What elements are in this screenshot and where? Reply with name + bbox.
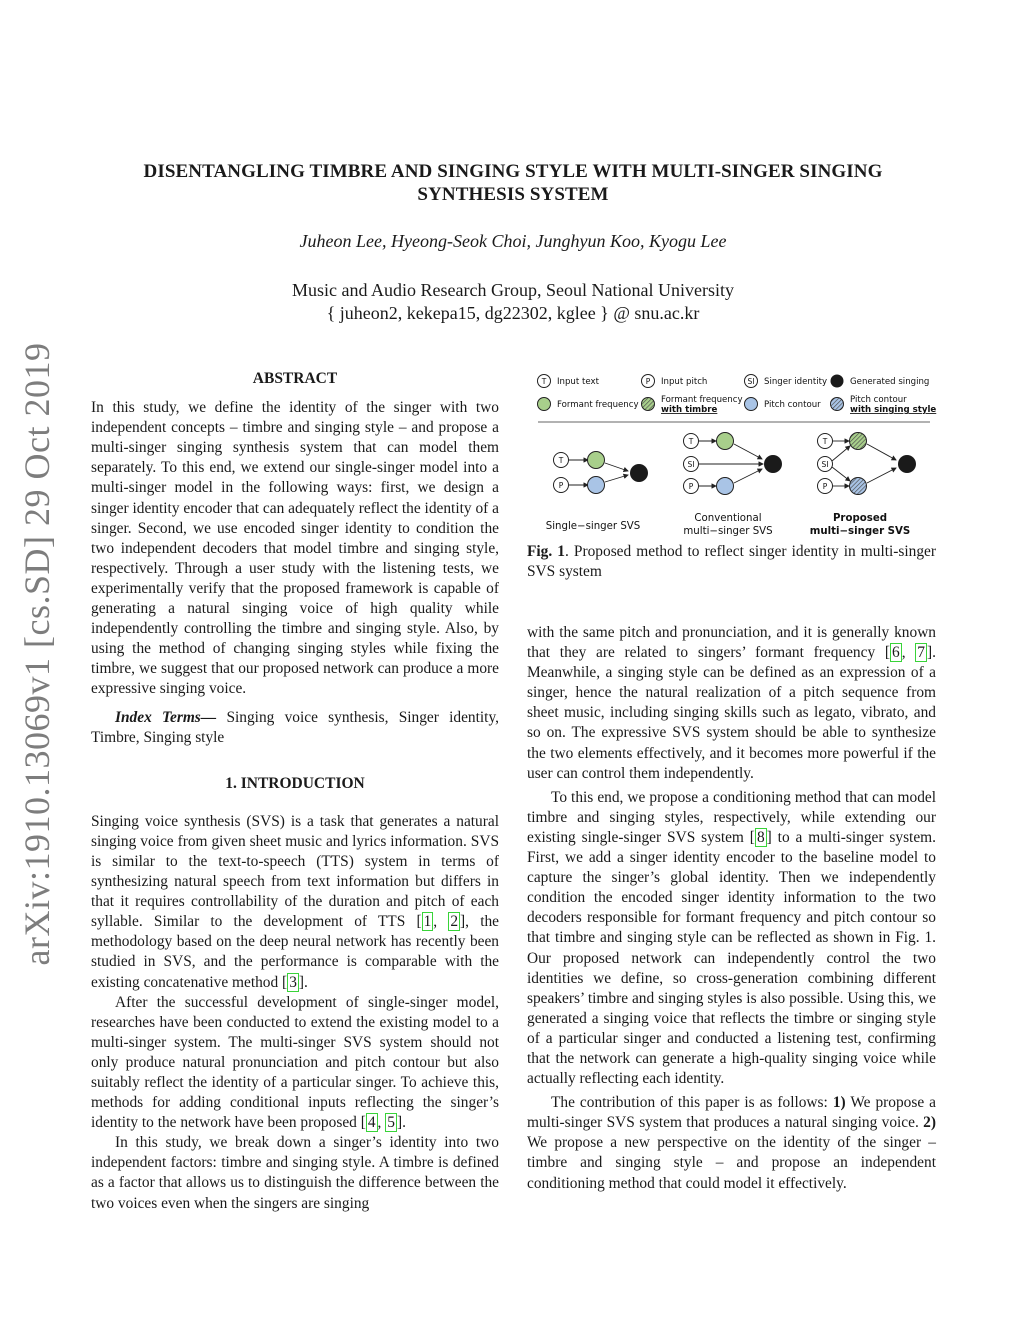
legend-label-underlined: with singing style xyxy=(850,405,937,415)
citation-link[interactable]: 7 xyxy=(917,644,925,662)
intro-p2-end: . xyxy=(402,1114,406,1132)
diagram-label: Single−singer SVS xyxy=(545,521,641,532)
title-line-1: DISENTANGLING TIMBRE AND SINGING STYLE WITH MULTI-SINGER SINGING xyxy=(143,161,883,182)
formant-node xyxy=(588,452,605,469)
legend-label: Formant frequency xyxy=(661,395,743,405)
right-p1-text-a: with the same pitch and pronunciation, and it is generally known that they are related to singers’ formant frequency xyxy=(527,624,936,662)
node-symbol: T xyxy=(822,437,828,446)
formant-node xyxy=(717,433,734,450)
pitch-style-node xyxy=(850,478,867,495)
contribution-number: 1) xyxy=(832,1094,846,1112)
edge xyxy=(734,469,762,483)
generated-singing-node xyxy=(630,464,648,482)
node-symbol: T xyxy=(688,437,694,446)
diagram-label: multi−singer SVS xyxy=(683,526,773,537)
diagram-conventional xyxy=(683,433,782,538)
legend-formant-with-timbre xyxy=(642,395,743,415)
singer-identity-symbol: SI xyxy=(747,376,755,386)
node-symbol: P xyxy=(558,481,564,490)
citation-separator: , xyxy=(377,1114,386,1132)
citation-link[interactable]: 2 xyxy=(450,913,459,931)
node-symbol: T xyxy=(558,456,564,465)
diagram-proposed xyxy=(810,433,916,538)
legend-pitch-with-style xyxy=(831,395,937,415)
right-p1-text-b: . Meanwhile, a singing style can be defined as an expression of a singer, hence the natural realization of a pitch sequence from sheet music, including singing skills such as legato, vibrato, and so on. The expressive SVS system should be able to synthesize the two elements effectively, and it becomes more powerful if the user can control them independently. xyxy=(527,644,936,782)
diagram-label: Proposed xyxy=(832,513,888,524)
diagram-single-singer xyxy=(546,452,648,533)
intro-paragraph-2: After the successful development of single-singer model, researches have been conducted to extend the existing model to a multi-singer system. The multi-singer SVS system should not only produce natural pronunciation and pitch contour but also suitably reflect the identity of a particular singer. To achieve this, methods for adding conditional inputs reflecting the singer’s identity to the network have been proposed [ 4 , 5 ]. xyxy=(91,993,499,1132)
index-terms-text: Singing voice synthesis, Singer identity, Timbre, Singing style xyxy=(91,708,500,746)
pitch-contour-node xyxy=(717,478,734,495)
contribution-number: 2) xyxy=(923,1114,936,1132)
intro-p1-end: . xyxy=(304,973,308,991)
citation-link[interactable]: 6 xyxy=(892,644,900,662)
node-symbol: P xyxy=(688,482,694,491)
node-symbol: SI xyxy=(821,460,829,469)
legend-singer-identity xyxy=(745,375,828,388)
figure-1 xyxy=(530,367,940,542)
legend-label: Formant frequency xyxy=(557,400,639,410)
intro-paragraph-3: In this study, we break down a singer’s identity into two independent factors: timbre and singing style. A timbre is defined as a factor that allows us to distinguish the difference between the two voices even when the singers are singing xyxy=(91,1134,499,1212)
right-p2-text-b: to a multi-singer system. First, we add a singer identity encoder to the baseline model to capture the singer’s global identity. Then we independently condition the encoded singer identity information to the two decoders responsible for formant frequency and pitch contour so that timbre and singing style can be reflected as shown in Fig. 1. Our proposed network can independently control the two identities we define, so cross-generation combining different speakers’ timbre and singing styles is also possible. Using this, we generated a singing voice that reflects the timbre or singing style of a particular singer and conducted a listening test, confirming that the network can generate a high-quality singing voice while actually reflecting each identity. xyxy=(527,828,936,1088)
legend-input-text xyxy=(538,375,600,388)
node-symbol: P xyxy=(822,482,828,491)
right-p3-text-c: We propose a new perspective on the identity of the singer – timbre and singing style – and propose an independent conditioning method that could model it effectively. xyxy=(527,1134,936,1192)
legend-pitch-contour xyxy=(745,398,822,411)
legend-generated-singing xyxy=(831,375,930,388)
generated-singing-node xyxy=(764,455,782,473)
diagram-label: Conventional xyxy=(694,513,762,524)
pitch-contour-node xyxy=(588,477,605,494)
legend-label: Input pitch xyxy=(661,377,708,387)
right-p2-text-a: To this end, we propose a conditioning method that can model timbre and singing styles, respectively, while extending our existing single-singer SVS system xyxy=(527,788,936,846)
figure-caption xyxy=(527,542,936,582)
paper-title xyxy=(90,160,936,206)
edge xyxy=(605,463,628,471)
input-pitch-symbol: P xyxy=(645,376,651,386)
legend-label: Generated singing xyxy=(850,377,930,387)
left-column xyxy=(91,369,499,1214)
email-line: { juheon2, kekepa15, dg22302, kglee } @ snu.ac.kr xyxy=(326,303,700,323)
formant-timbre-node xyxy=(850,433,867,450)
edge xyxy=(867,468,896,483)
intro-p2-text: After the successful development of single-singer model, researches have been conducted to extend the existing model to a multi-singer system. The multi-singer SVS system should not only produce natural pronunciation and pitch contour but also suitably reflect the identity of a particular singer. To achieve this, methods for adding conditional inputs reflecting the singer’s identity to the network have been proposed xyxy=(91,993,499,1132)
generated-singing-icon xyxy=(831,375,844,388)
legend-label: Input text xyxy=(557,377,599,387)
node-symbol: SI xyxy=(687,460,695,469)
legend-formant-frequency xyxy=(538,398,639,411)
right-p3-text-b: We propose a multi-singer SVS system that produces a natural singing voice. xyxy=(527,1094,936,1132)
generated-singing-node xyxy=(898,455,916,473)
authors: Juheon Lee, Hyeong-Seok Choi, Junghyun Koo, Kyogu Lee xyxy=(299,231,727,251)
edge xyxy=(832,467,850,481)
index-terms xyxy=(91,708,499,748)
intro-p1-text-b: , the methodology based on the deep neural network has recently been studied in SVS, and the performance is comparable with the existing concatenative method xyxy=(91,913,499,991)
abstract-heading: ABSTRACT xyxy=(252,370,338,387)
caption-text: . Proposed method to reflect singer identity in multi-singer SVS system xyxy=(527,543,937,580)
citation-link[interactable]: 3 xyxy=(289,973,297,991)
arxiv-stamp: arXiv:1910.13069v1 [cs.SD] 29 Oct 2019 xyxy=(17,342,57,966)
citation-link[interactable]: 5 xyxy=(387,1114,395,1132)
right-paragraph-1: with the same pitch and pronunciation, and it is generally known that they are related to singers’ formant frequency [ 6 , 7 ]. Meanwhile, a singing style can be defined as an expression of a singer, hence the natural realization of a pitch sequence from sheet music, including singing skills such as legato, vibrato, and so on. The expressive SVS system should be able to synthesize the two elements effectively, and it becomes more powerful if the user can control them independently. xyxy=(527,624,936,782)
citation-link[interactable]: 4 xyxy=(367,1114,376,1132)
abstract-text: In this study, we define the identity of the singer with two independent concepts – timbre and singing style – and propose a multi-singer singing synthesis system that can model them separately. To this end, we extend our single-singer model into a multi-singer model in the following ways: first, we design a singer identity encoder that can adequately reflect the identity of a singer. Second, we use encoded singer identity to condition the two independent decoders that model timbre and singing style, respectively. Through a user study with the listening tests, we experimentally verify that the proposed framework is capable of generating a natural singing voice of high quality while independently controlling the timbre and singing style. Also, by using the method of changing singing styles while fixing the timbre, we suggest that our proposed network can produce a more expressive singing voice. xyxy=(91,399,499,698)
intro-heading: 1. INTRODUCTION xyxy=(225,774,365,792)
formant-timbre-icon xyxy=(642,398,655,411)
legend-label-underlined: with timbre xyxy=(661,405,718,415)
right-paragraph-3 xyxy=(527,1093,936,1193)
affiliation xyxy=(90,279,936,325)
citation-separator: , xyxy=(433,913,449,931)
legend-label: Pitch contour xyxy=(850,395,907,405)
right-column xyxy=(527,623,936,1194)
edge xyxy=(867,444,896,460)
diagram-label: multi−singer SVS xyxy=(809,526,911,537)
pitch-contour-icon xyxy=(745,398,758,411)
citation-separator: , xyxy=(901,644,916,662)
legend-input-pitch xyxy=(642,375,708,388)
title-line-2: SYNTHESIS SYSTEM xyxy=(417,184,609,205)
figure-1-diagram xyxy=(530,367,940,542)
right-p3-text-a: The contribution of this paper is as follows: xyxy=(551,1094,833,1112)
intro-p1-text-a: Singing voice synthesis (SVS) is a task that generates a natural singing voice from given sheet music and lyrics information. SVS is similar to the text-to-speech (TTS) system in terms of synthesizing natural speech from text information but differs in that it requires controllability of the duration and pitch of each syllable. Similar to the development of TTS xyxy=(91,812,499,931)
formant-frequency-icon xyxy=(538,398,551,411)
affiliation-line: Music and Audio Research Group, Seoul National University xyxy=(292,280,734,300)
intro-paragraph-1: Singing voice synthesis (SVS) is a task that generates a natural singing voice from given sheet music and lyrics information. SVS is similar to the text-to-speech (TTS) system in terms of synthesizing natural speech from text information but differs in that it requires controllability of the duration and pitch of each syllable. Similar to the development of TTS [ 1 , 2 ], the methodology based on the deep neural network has recently been studied in SVS, and the performance is comparable with the existing concatenative method [ 3 ]. xyxy=(91,812,499,991)
edge xyxy=(605,475,628,482)
edge xyxy=(734,444,762,459)
right-paragraph-2: To this end, we propose a conditioning method that can model timbre and singing styles, respectively, while extending our existing single-singer SVS system [ 8 ] to a multi-singer system. First, we add a singer identity encoder to the baseline model to capture the singer’s global identity. Then we independently condition the encoded singer identity information to the two decoders responsible for formant frequency and pitch contour so that timbre and singing style can be reflected as shown in Fig. 1. Our proposed network can independently control the two identities we define, so cross-generation combining different speakers’ timbre and singing styles is also possible. Using this, we generated a singing voice that reflects the timbre or singing style of a particular singer and conducted a listening test, confirming that the network can generate a high-quality singing voice while actually reflecting each identity. xyxy=(527,788,936,1088)
edge xyxy=(832,446,850,461)
caption-label: Fig. 1 xyxy=(527,543,565,560)
legend-label: Pitch contour xyxy=(764,400,821,410)
index-terms-label: Index Terms— xyxy=(115,708,217,726)
citation-link[interactable]: 1 xyxy=(423,913,432,931)
legend-label: Singer identity xyxy=(764,377,828,387)
input-text-symbol: T xyxy=(541,376,547,386)
citation-link[interactable]: 8 xyxy=(756,828,765,846)
pitch-style-icon xyxy=(831,398,844,411)
